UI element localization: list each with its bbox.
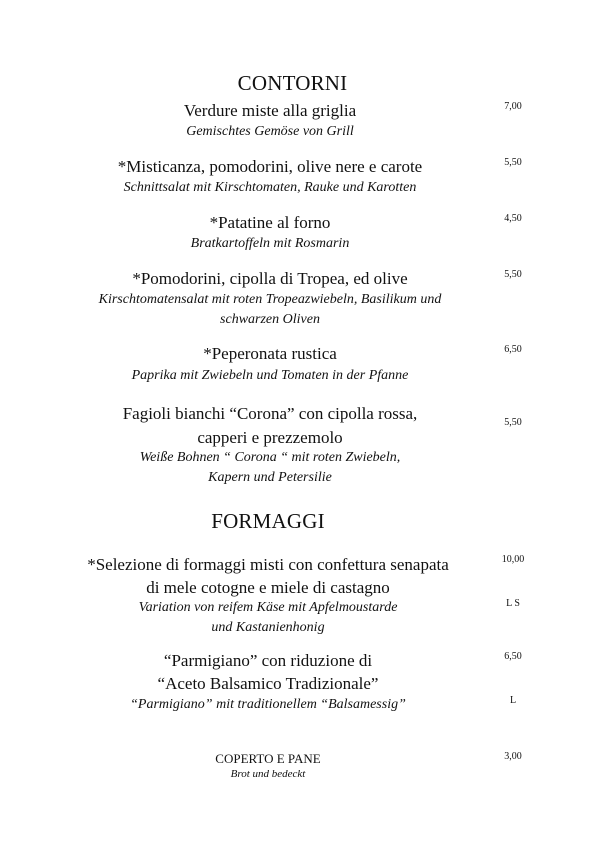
formaggi-item-2-price: 6,50 xyxy=(504,651,522,662)
contorni-item-6-desc-line1: Weiße Bohnen “ Corona “ mit roten Zwiebeln, xyxy=(139,450,401,465)
contorni-item-4-name: *Pomodorini, cipolla di Tropea, ed olive xyxy=(132,269,408,288)
contorni-item-2-desc: Schnittsalat mit Kirschtomaten, Rauke und Karotten xyxy=(123,180,417,195)
formaggi-item-1-allergens: L S xyxy=(506,598,520,609)
contorni-item-3-desc: Bratkartoffeln mit Rosmarin xyxy=(190,236,350,251)
contorni-item-6-name-line2: capperi e prezzemolo xyxy=(197,428,343,447)
contorni-item-4-desc-line2: schwarzen Oliven xyxy=(220,312,320,327)
contorni-item-5-desc: Paprika mit Zwiebeln und Tomaten in der Pfanne xyxy=(131,368,409,383)
coperto-name: COPERTO E PANE xyxy=(215,751,321,766)
contorni-item-1-desc: Gemischtes Gemöse von Grill xyxy=(186,124,354,139)
contorni-item-6-price: 5,50 xyxy=(504,417,522,428)
contorni-item-4-price: 5,50 xyxy=(504,269,522,280)
formaggi-item-2-name-line1: “Parmigiano” con riduzione di xyxy=(163,651,373,670)
formaggi-item-1-desc-line1: Variation von reifem Käse mit Apfelmoustarde xyxy=(138,600,398,615)
contorni-item-2-name: *Misticanza, pomodorini, olive nere e carote xyxy=(117,157,423,176)
formaggi-item-1-desc-line2: und Kastanienhonig xyxy=(211,620,325,635)
contorni-item-1-price: 7,00 xyxy=(504,101,522,112)
contorni-item-3-price: 4,50 xyxy=(504,213,522,224)
coperto-desc: Brot und bedeckt xyxy=(230,768,306,780)
formaggi-item-2-allergens: L xyxy=(509,695,517,706)
contorni-title: CONTORNI xyxy=(237,71,348,95)
formaggi-title: FORMAGGI xyxy=(211,509,325,533)
contorni-item-5-name: *Peperonata rustica xyxy=(203,344,337,363)
contorni-item-4-desc-line1: Kirschtomatensalat mit roten Tropeazwiebeln, Basilikum und xyxy=(98,292,442,307)
formaggi-item-1-price: 10,00 xyxy=(501,554,525,565)
contorni-item-1-name: Verdure miste alla griglia xyxy=(183,101,357,120)
formaggi-item-1-name-line1: *Selezione di formaggi misti con confettura senapata xyxy=(87,555,449,574)
contorni-item-3-name: *Patatine al forno xyxy=(209,213,331,232)
coperto-price: 3,00 xyxy=(504,751,522,762)
contorni-item-6-name-line1: Fagioli bianchi “Corona” con cipolla rossa, xyxy=(122,404,418,423)
contorni-item-5-price: 6,50 xyxy=(504,344,522,355)
contorni-item-6-desc-line2: Kapern und Petersilie xyxy=(208,470,332,485)
formaggi-item-1-name-line2: di mele cotogne e miele di castagno xyxy=(146,578,390,597)
formaggi-item-2-desc: “Parmigiano” mit traditionellem “Balsamessig” xyxy=(130,697,406,712)
contorni-item-2-price: 5,50 xyxy=(504,157,522,168)
formaggi-item-2-name-line2: “Aceto Balsamico Tradizionale” xyxy=(157,674,379,693)
